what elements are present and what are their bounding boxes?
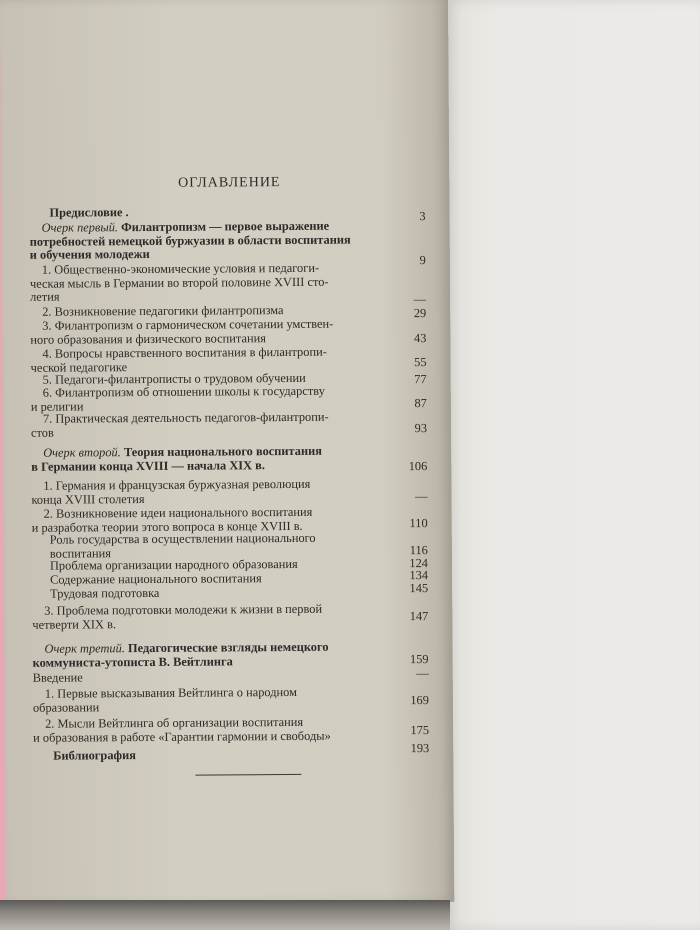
- toc-entry-line: 3. Филантропизм о гармоническом сочетании умствен-: [42, 316, 334, 333]
- toc-entry-line: четверти XIX в.: [32, 616, 117, 632]
- page-number-text: 93: [414, 421, 428, 436]
- toc-entry-line: Проблема организации народного образования: [49, 556, 298, 573]
- toc-entry-line: Библиография: [53, 748, 136, 763]
- toc-entry-line: в Германии конца XVIII — начала XIX в.: [31, 457, 265, 474]
- toc-entry-line: Предисловие .: [49, 205, 129, 220]
- toc-entry: [32, 602, 422, 632]
- toc-entry-line: коммуниста-утописта В. Вейтлинга: [32, 653, 233, 670]
- toc-entry-line: и религии: [30, 399, 84, 414]
- page-number-text: —: [415, 489, 428, 504]
- page-number-text: 147: [409, 609, 429, 624]
- toc-entry: [30, 317, 420, 347]
- toc-entry: [31, 410, 421, 440]
- toc-entry: [30, 219, 420, 263]
- page-number-text: 169: [410, 693, 429, 708]
- page-number-text: 3: [419, 209, 426, 224]
- toc-entry-line: Роль государства в осуществлении национального: [49, 530, 316, 547]
- toc-entry-line: 2. Возникновение идеи национального воспитания: [43, 504, 313, 521]
- toc-entry-line: образовании: [32, 699, 100, 715]
- toc-entry-line: стов: [30, 425, 54, 440]
- toc-entry-line: конца XVIII столетия: [31, 491, 145, 507]
- toc-entry-line: 6. Филантропизм об отношении школы к государству: [42, 383, 325, 400]
- toc-entry-line: ческая мысль в Германии во второй половине XVIII сто-: [29, 274, 329, 291]
- page-number-text: 87: [414, 396, 427, 411]
- toc-entry: [33, 685, 423, 715]
- page-number-text: 77: [414, 372, 427, 387]
- toc-entry-line: 3. Проблема подготовки молодежи к жизни в первой: [44, 601, 323, 618]
- toc-entry-line: Очерк второй. Теория национального воспитания: [43, 443, 322, 460]
- page-number-text: —: [413, 292, 427, 307]
- toc-entry: [31, 477, 421, 507]
- toc-entry: [33, 747, 423, 763]
- page-number-text: 43: [413, 331, 427, 346]
- toc-entry: [32, 640, 422, 670]
- toc-entry: [29, 204, 419, 220]
- toc-entry-line: 2. Возникновение педагогики филантропизма: [42, 303, 284, 319]
- toc-entry-line: 1. Общественно-экономические условия и педагоги-: [41, 260, 320, 277]
- toc-entry-line: воспитания: [49, 545, 111, 561]
- page-number-text: 116: [409, 543, 428, 558]
- toc-entry: [32, 585, 440, 601]
- toc-entry-line: Очерк третий. Педагогические взгляды немецкого: [44, 639, 329, 656]
- toc-entry-line: Содержание национального воспитания: [49, 571, 262, 587]
- toc-title: ОГЛАВЛЕНИЕ: [178, 175, 281, 191]
- page-number-text: 106: [408, 459, 428, 474]
- toc-entry-line: ного образования и физического воспитания: [30, 330, 266, 347]
- toc-entry-line: 1. Первые высказывания Вейтлинга о народном: [44, 684, 297, 701]
- toc-entry: [31, 444, 421, 474]
- toc-entry-line: Введение: [32, 670, 83, 685]
- page-number-text: 193: [410, 741, 430, 756]
- toc-entry-line: потребностей немецкой буржуазии в области воспитания: [29, 232, 351, 249]
- toc-entry-line: и образования в работе «Гарантии гармонии и свободы»: [33, 728, 331, 745]
- toc-entry-line: и обучения молодежи: [29, 247, 150, 262]
- page-edge: [0, 900, 450, 930]
- toc-entry: [30, 261, 420, 305]
- toc-entry-line: 5. Педагоги-филантрописты о трудовом обучении: [42, 370, 306, 387]
- page-number-text: 55: [414, 355, 427, 370]
- toc-entry-line: 4. Вопросы нравственного воспитания в филантропи-: [42, 344, 327, 361]
- toc-entry-line: Очерк первый. Филантропизм — первое выражение: [41, 218, 330, 235]
- toc-entry-line: Трудовая подготовка: [50, 585, 160, 601]
- closing-rule: [195, 774, 301, 776]
- table-of-contents: [28, 0, 434, 880]
- toc-entry-line: 1. Германия и французская буржуазная революция: [43, 476, 311, 493]
- page-number-text: 124: [409, 556, 428, 571]
- toc-entry-line: и разработка теории этого вопроса в конце XVIII в.: [31, 518, 303, 535]
- right-page: [445, 0, 700, 930]
- toc-entry-line: ческой педагогике: [30, 359, 128, 375]
- toc-entry: [33, 715, 423, 745]
- page-number-text: 134: [409, 568, 429, 583]
- page-number-text: 29: [413, 306, 427, 321]
- toc-entry-line: летия: [30, 289, 60, 304]
- page-number-text: 9: [419, 253, 426, 268]
- page-number-text: 175: [410, 723, 430, 738]
- page-number-text: 159: [409, 652, 429, 667]
- toc-entry: [33, 669, 423, 685]
- page-number-text: —: [416, 666, 429, 681]
- toc-entry-line: 2. Мысли Вейтлинга об организации воспитания: [45, 714, 304, 731]
- toc-entry-line: 7. Практическая деятельность педагогов-филантропи-: [42, 409, 329, 426]
- page-number-text: 145: [409, 581, 429, 596]
- page-number-text: 110: [409, 516, 428, 531]
